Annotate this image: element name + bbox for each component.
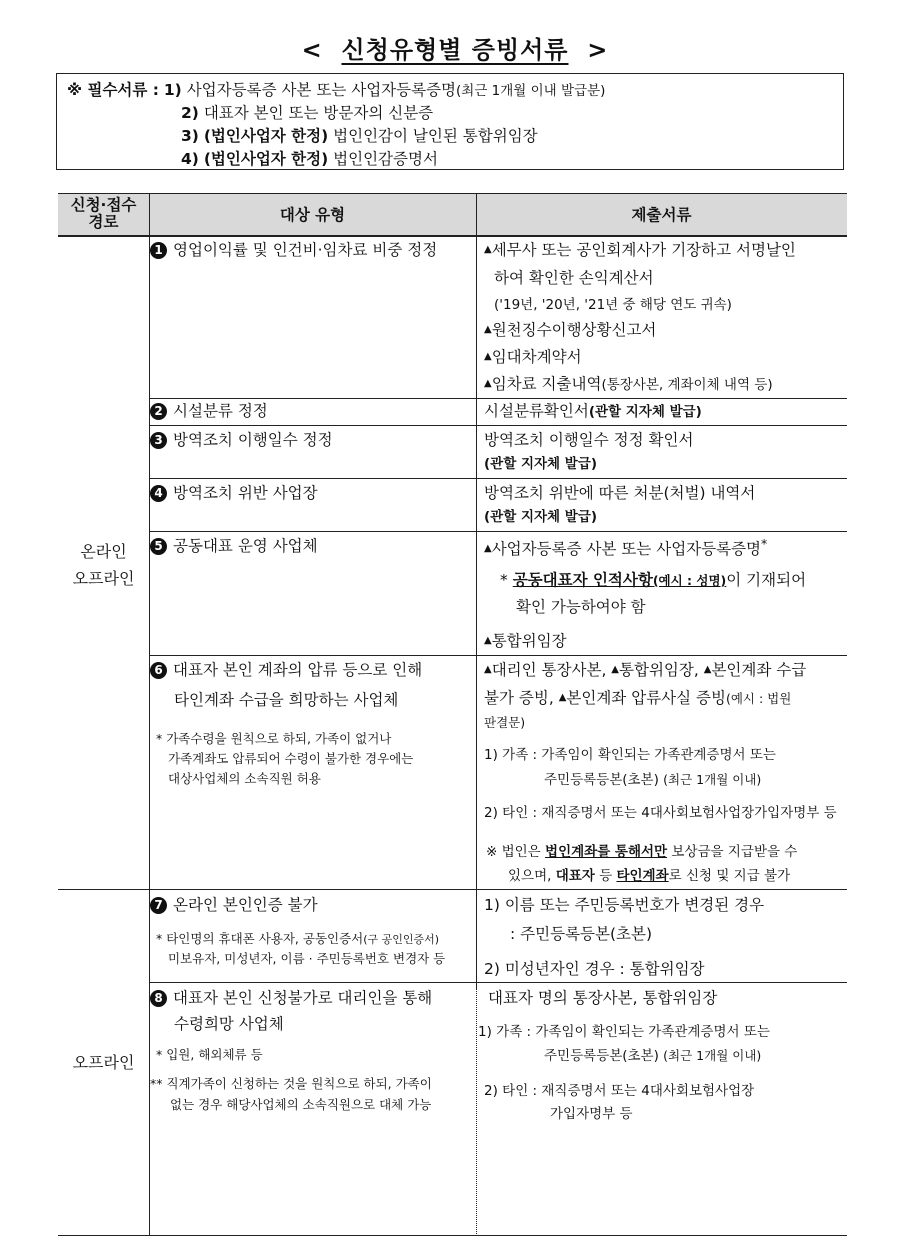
row-5-type: 5 공동대표 운영 사업체	[150, 535, 318, 557]
route-online-offline: 온라인 오프라인	[72, 542, 135, 589]
row-7-type: 7 온라인 본인인증 불가	[150, 894, 318, 916]
header-type: 대상 유형	[279, 205, 346, 224]
page-title: < 신청유형별 증빙서류 >	[301, 36, 609, 64]
row-4-type: 4 방역조치 위반 사업장	[150, 482, 318, 504]
required-documents-box: ※ 필수서류 : 1) 사업자등록증 사본 또는 사업자등록증명(최근 1개월 이내 발급분) 2) 대표자 본인 또는 방문자의 신분증 3) (법인사업자 한정) 법인인감이 날인된 통합위임장 4) (법인사업자 한정) 법인인감증명서	[56, 73, 844, 170]
header-route: 신청·접수 경로	[70, 196, 137, 231]
row-2-type: 2 시설분류 정정	[150, 400, 268, 422]
row-1-type: 1 영업이익률 및 인건비·임차료 비중 정정	[150, 239, 437, 261]
row-3-type: 3 방역조치 이행일수 정정	[150, 429, 333, 451]
row-6-type: 6 대표자 본인 계좌의 압류 등으로 인해	[150, 659, 422, 681]
row-8-type: 8 대표자 본인 신청불가로 대리인을 통해	[150, 987, 432, 1009]
route-offline: 오프라인	[72, 1053, 135, 1072]
header-docs: 제출서류	[631, 205, 692, 224]
